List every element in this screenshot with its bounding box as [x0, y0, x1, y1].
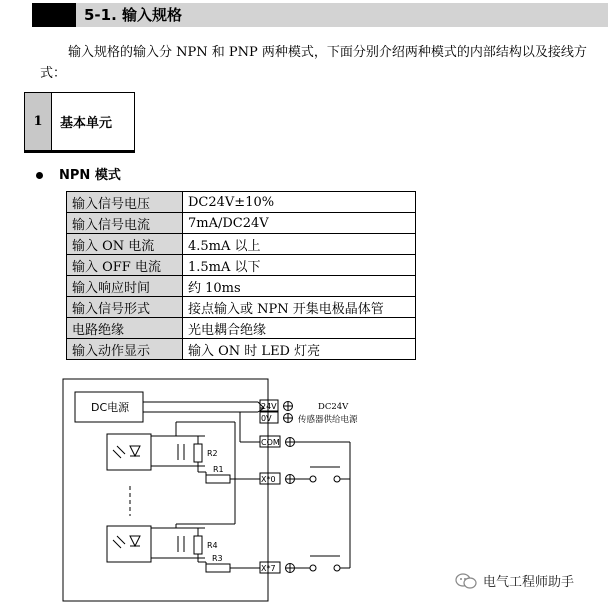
r2-label: R2 — [207, 449, 218, 458]
sensor-caption: 传感器供给电源 — [298, 415, 358, 425]
r3-label: R3 — [212, 554, 223, 563]
spec-value: 光电耦合绝缘 — [183, 318, 416, 339]
section-title-text: 输入规格 — [122, 6, 183, 24]
table-row — [67, 318, 416, 339]
spec-key: 输入信号电压 — [67, 192, 183, 213]
watermark — [455, 571, 574, 590]
resistor-r1 — [206, 475, 230, 483]
optocoupler-2 — [107, 526, 151, 562]
table-row — [67, 192, 416, 213]
resistor-r2 — [194, 444, 202, 462]
spec-value: 输入 ON 时 LED 灯亮 — [183, 339, 416, 360]
spec-key: 输入响应时间 — [67, 276, 183, 297]
npn-heading — [36, 164, 121, 183]
spec-key: 电路绝缘 — [67, 318, 183, 339]
bullet-icon — [36, 172, 43, 179]
table-row — [67, 276, 416, 297]
table-row — [67, 297, 416, 318]
intro-paragraph: 输入规格的输入分 NPN 和 PNP 两种模式，下面分别介绍两种模式的内部结构以及接线方式： — [40, 45, 587, 81]
spec-table — [66, 191, 416, 360]
r1-label: R1 — [213, 465, 224, 474]
npn-heading-text: NPN 模式 — [59, 168, 121, 183]
optocoupler-1 — [107, 434, 151, 470]
r4-label: R4 — [207, 541, 218, 550]
section-title — [76, 3, 608, 27]
npn-wiring-diagram — [60, 376, 390, 604]
spec-value: 1.5mA 以下 — [183, 255, 416, 276]
heading-marker — [32, 3, 76, 27]
resistor-r3 — [206, 564, 230, 572]
dc-power-label: DC电源 — [91, 401, 130, 414]
spec-value: 4.5mA 以上 — [183, 234, 416, 255]
spec-key: 输入信号电流 — [67, 213, 183, 234]
sensor-voltage: DC24V — [318, 402, 349, 412]
table-row — [67, 234, 416, 255]
section-number: 5-1. — [84, 6, 117, 24]
spec-key: 输入信号形式 — [67, 297, 183, 318]
spec-key: 输入动作显示 — [67, 339, 183, 360]
table-row — [67, 339, 416, 360]
terminal-x7-label: X*7 — [261, 564, 276, 573]
watermark-text: 电气工程师助手 — [483, 575, 575, 590]
unit-box — [24, 92, 135, 151]
spec-key: 输入 OFF 电流 — [67, 255, 183, 276]
spec-value: 7mA/DC24V — [183, 213, 416, 234]
table-row — [67, 255, 416, 276]
spec-value: 约 10ms — [183, 276, 416, 297]
section-heading-bar — [32, 3, 608, 27]
terminal-0v-label: 0V — [261, 414, 272, 423]
terminal-24v-label: 24V — [261, 402, 277, 411]
unit-label: 基本单元 — [60, 116, 113, 131]
terminal-com-label: COM — [261, 438, 280, 447]
unit-number: 1 — [25, 93, 52, 150]
wechat-icon — [455, 572, 477, 590]
spec-value: DC24V±10% — [183, 192, 416, 213]
table-row — [67, 213, 416, 234]
resistor-r4 — [194, 536, 202, 554]
screw-icons — [284, 402, 295, 573]
spec-key: 输入 ON 电流 — [67, 234, 183, 255]
terminal-x0-label: X*0 — [261, 475, 276, 484]
spec-value: 接点输入或 NPN 开集电极晶体管 — [183, 297, 416, 318]
unit-underline — [24, 151, 135, 153]
